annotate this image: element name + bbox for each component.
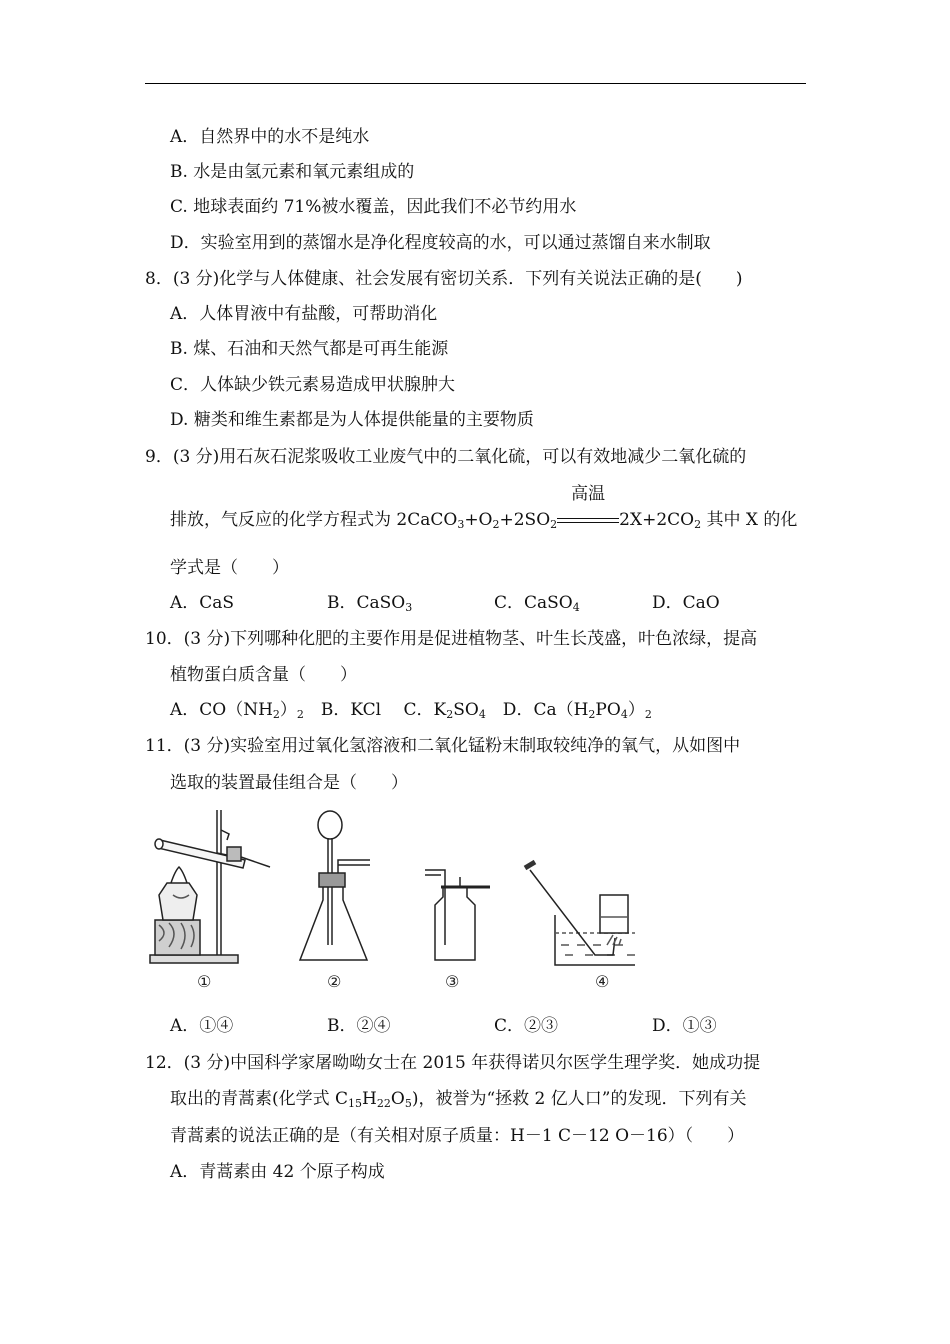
apparatus-label-3: ③ [445, 972, 460, 991]
apparatus-4-trough [525, 862, 635, 965]
q9-stem-line2 [170, 484, 798, 531]
q9-option-a[interactable]: A．CaS [170, 593, 235, 613]
q9-option-b[interactable]: B．CaSO$_3$ [327, 593, 413, 614]
q8-option-c[interactable]: C．人体缺少铁元素易造成甲状腺肿大 [170, 375, 456, 395]
q12-stem-line1: 12．(3 分)中国科学家屠呦呦女士在 2015 年获得诺贝尔医学生理学奖．她成功提 [145, 1053, 761, 1073]
q7-option-c[interactable]: C. 地球表面约 71%被水覆盖，因此我们不必节约用水 [170, 197, 577, 217]
q12-stem-line2: 取出的青蒿素(化学式 $C_{15}H_{22}O_5$)，被誉为“拯救 2 亿人口”的发现．下列有关 [170, 1089, 747, 1110]
q9-stem-line3: 学式是（ ） [170, 558, 289, 578]
apparatus-3-bottle [425, 870, 490, 960]
q9-equation-left: $2CaCO_3+O_2+2SO_2$ [396, 510, 558, 531]
q12-stem-line3: 青蒿素的说法正确的是（有关相对原子质量：H－1 C－12 O－16）（ ） [170, 1126, 745, 1146]
q8-option-d[interactable]: D. 糖类和维生素都是为人体提供能量的主要物质 [170, 410, 534, 430]
q9-equation-right: $2X+2CO_2$ [619, 510, 702, 531]
apparatus-2-flask [300, 811, 370, 960]
q7-option-d[interactable]: D．实验室用到的蒸馏水是净化程度较高的水，可以通过蒸馏自来水制取 [170, 233, 711, 253]
q12-option-a[interactable]: A．青蒿素由 42 个原子构成 [170, 1162, 385, 1182]
q8-option-b[interactable]: B. 煤、石油和天然气都是可再生能源 [170, 339, 449, 359]
apparatus-figure [145, 805, 635, 995]
q10-stem-line1: 10．(3 分)下列哪种化肥的主要作用是促进植物茎、叶生长茂盛，叶色浓绿，提高 [145, 629, 758, 649]
q7-option-b[interactable]: B. 水是由氢元素和氧元素组成的 [170, 162, 415, 182]
q7-option-a[interactable]: A．自然界中的水不是纯水 [170, 127, 370, 147]
q9-stem-tail: 其中 X 的化 [706, 510, 798, 530]
apparatus-label-2: ② [327, 972, 342, 991]
q8-stem: 8．(3 分)化学与人体健康、社会发展有密切关系．下列有关说法正确的是( ) [145, 269, 743, 289]
q11-option-b[interactable]: B．②④ [327, 1016, 391, 1036]
q9-option-d[interactable]: D．CaO [652, 593, 720, 613]
apparatus-label-4: ④ [595, 972, 610, 991]
q10-stem-line2: 植物蛋白质含量（ ） [170, 665, 357, 685]
reaction-condition: 高温 [571, 484, 606, 504]
q11-option-d[interactable]: D．①③ [652, 1016, 717, 1036]
reaction-arrow [557, 484, 619, 531]
q9-option-c[interactable]: C．CaSO$_4$ [494, 593, 580, 614]
q9-stem-prefix: 排放，气反应的化学方程式为 [170, 510, 391, 530]
q8-option-a[interactable]: A．人体胃液中有盐酸，可帮助消化 [170, 304, 438, 324]
q11-stem-line2: 选取的装置最佳组合是（ ） [170, 773, 408, 793]
q10-options[interactable]: A．$CO(NH_2)_2$ B．KCl C．$K_2SO_4$ D．$Ca(H_2PO_4)_2$ [170, 700, 652, 721]
apparatus-1-heating [150, 810, 270, 963]
q11-stem-line1: 11．(3 分)实验室用过氧化氢溶液和二氧化锰粉末制取较纯净的氧气，从如图中 [145, 736, 741, 756]
q11-option-c[interactable]: C．②③ [494, 1016, 559, 1036]
header-rule [145, 83, 806, 84]
apparatus-label-1: ① [197, 972, 212, 991]
q11-option-a[interactable]: A．①④ [170, 1016, 234, 1036]
q9-stem-line1: 9．(3 分)用石灰石泥浆吸收工业废气中的二氧化硫，可以有效地减少二氧化硫的 [145, 447, 747, 467]
